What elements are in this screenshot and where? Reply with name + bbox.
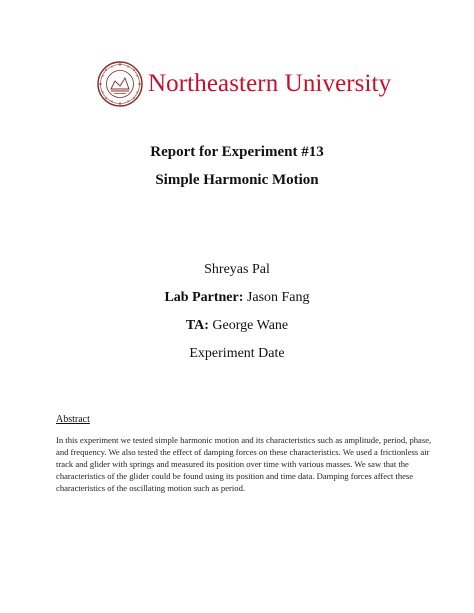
abstract-body: In this experiment we tested simple harmonic motion and its characteristics such as amplitude, period, phase, and frequency. We also tested the effect of damping forces on these characteristics. We used a frictionless air track and glider with springs and measured its position over time with various masses. We saw that the characteristics of the glider could be found using its position and time data. Damping forces affect these characteristics of the oscillating motion such as period. [56,435,432,493]
report-subtitle: Simple Harmonic Motion [155,172,319,188]
university-header [97,60,391,108]
university-seal-icon [97,61,143,107]
university-name: Northeastern University [148,70,392,97]
ta-line [0,318,474,334]
abstract-heading: Abstract [56,414,90,425]
ta-label: TA: [185,318,209,333]
report-title: Report for Experiment #13 [150,144,324,160]
lab-partner-line [0,290,474,306]
lab-partner-label: Lab Partner: [164,290,244,305]
experiment-date: Experiment Date [189,346,285,361]
lab-partner-name: Jason Fang [246,290,310,305]
author-name: Shreyas Pal [204,262,270,277]
ta-name: George Wane [212,318,289,333]
